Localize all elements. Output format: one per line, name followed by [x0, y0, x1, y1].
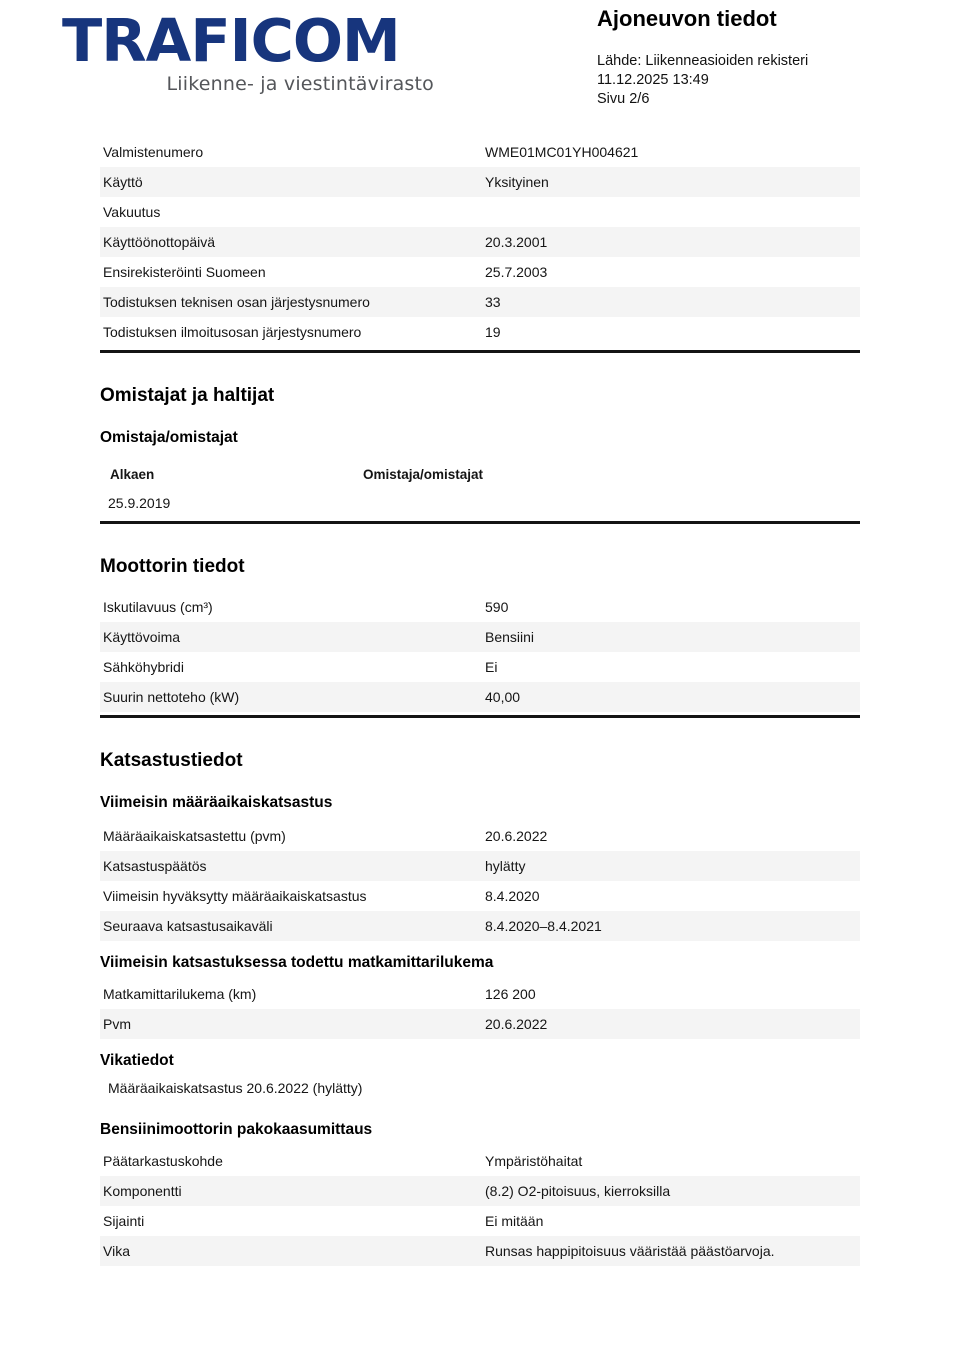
table-row	[100, 682, 860, 712]
row-value: Ei mitään	[485, 1213, 544, 1229]
section-divider	[100, 350, 860, 353]
row-value: 19	[485, 324, 501, 340]
table-row	[100, 227, 860, 257]
engine-table	[100, 592, 860, 712]
section-divider	[100, 715, 860, 718]
owners-table-header	[100, 460, 860, 488]
basic-info-table	[100, 137, 860, 347]
table-row	[100, 137, 860, 167]
row-label: Käyttövoima	[103, 629, 181, 645]
row-label: Käyttöönottopäivä	[103, 234, 216, 250]
table-row	[100, 821, 860, 851]
row-label: Vakuutus	[103, 204, 161, 220]
row-value: 126 200	[485, 986, 536, 1002]
row-label: Viimeisin hyväksytty määräaikaiskatsastus	[103, 888, 367, 904]
row-label: Todistuksen ilmoitusosan järjestysnumero	[103, 324, 362, 340]
row-label: Komponentti	[103, 1183, 182, 1199]
row-value: Ympäristöhaitat	[485, 1153, 583, 1169]
column-header-omistaja: Omistaja/omistajat	[363, 466, 484, 482]
emissions-table	[100, 1146, 860, 1266]
table-row	[100, 167, 860, 197]
row-value: (8.2) O2-pitoisuus, kierroksilla	[485, 1183, 671, 1199]
row-value: 33	[485, 294, 501, 310]
row-value: 40,00	[485, 689, 521, 705]
traficom-logo	[62, 6, 434, 95]
table-row	[100, 1009, 860, 1039]
row-label: Suurin nettoteho (kW)	[103, 689, 240, 705]
owner-start-date: 25.9.2019	[108, 495, 171, 511]
row-value: 20.6.2022	[485, 1016, 548, 1032]
odometer-table	[100, 979, 860, 1039]
row-label: Iskutilavuus (cm³)	[103, 599, 213, 615]
table-row	[100, 622, 860, 652]
table-row	[100, 317, 860, 347]
row-label: Päätarkastuskohde	[103, 1153, 223, 1169]
document-content	[100, 137, 860, 1266]
row-value: hylätty	[485, 858, 526, 874]
table-row	[100, 652, 860, 682]
table-row	[100, 1146, 860, 1176]
row-label: Ensirekisteröinti Suomeen	[103, 264, 266, 280]
row-value: Yksityinen	[485, 174, 549, 190]
table-row	[100, 1206, 860, 1236]
document-header-meta	[597, 6, 927, 109]
row-label: Katsastuspäätös	[103, 858, 207, 874]
row-label: Todistuksen teknisen osan järjestysnumero	[103, 294, 370, 310]
row-label: Määräaikaiskatsastettu (pvm)	[103, 828, 286, 844]
source-line: Lähde: Liikenneasioiden rekisteri	[597, 53, 809, 69]
row-value: 20.6.2022	[485, 828, 548, 844]
row-label: Pvm	[103, 1016, 131, 1032]
table-row	[100, 1176, 860, 1206]
row-value: 20.3.2001	[485, 234, 548, 250]
table-row	[100, 257, 860, 287]
latest-inspection-table	[100, 821, 860, 941]
owners-subheading: Omistaja/omistajat	[100, 429, 238, 446]
section-divider	[100, 521, 860, 524]
row-value: Bensiini	[485, 629, 535, 645]
owners-section-heading: Omistajat ja haltijat	[100, 385, 275, 406]
table-row	[100, 979, 860, 1009]
column-header-alkaen: Alkaen	[110, 466, 155, 482]
table-row	[100, 488, 860, 518]
row-label: Valmistenumero	[103, 144, 204, 160]
table-row	[100, 287, 860, 317]
row-label: Sijainti	[103, 1213, 145, 1229]
row-label: Käyttö	[103, 174, 143, 190]
row-label: Seuraava katsastusaikaväli	[103, 918, 273, 934]
page-title: Ajoneuvon tiedot	[597, 6, 777, 31]
table-row	[100, 911, 860, 941]
table-row	[100, 197, 860, 227]
table-row	[100, 1236, 860, 1266]
faults-subheading: Vikatiedot	[100, 1052, 174, 1069]
traficom-logo-wordmark: TRAFICOM	[62, 6, 400, 75]
table-row	[100, 851, 860, 881]
row-value: WME01MC01YH004621	[485, 144, 639, 160]
row-value: 8.4.2020–8.4.2021	[485, 918, 602, 934]
page-number-line: Sivu 2/6	[597, 91, 650, 107]
emissions-subheading: Bensiinimoottorin pakokaasumittaus	[100, 1121, 373, 1138]
row-label: Vika	[103, 1243, 130, 1259]
row-value: Runsas happipitoisuus vääristää päästöarvoja.	[485, 1243, 775, 1259]
fault-entry: Määräaikaiskatsastus 20.6.2022 (hylätty)	[108, 1080, 363, 1096]
latest-inspection-subheading: Viimeisin määräaikaiskatsastus	[100, 794, 333, 811]
row-value: 590	[485, 599, 509, 615]
odometer-subheading: Viimeisin katsastuksessa todettu matkamittarilukema	[100, 954, 494, 971]
row-value: Ei	[485, 659, 498, 675]
table-row	[100, 881, 860, 911]
traficom-logo-tagline: Liikenne- ja viestintävirasto	[166, 73, 434, 95]
row-value: 8.4.2020	[485, 888, 540, 904]
row-label: Matkamittarilukema (km)	[103, 986, 257, 1002]
datetime-line: 11.12.2025 13:49	[597, 72, 709, 88]
table-row	[100, 592, 860, 622]
engine-section-heading: Moottorin tiedot	[100, 556, 245, 577]
row-value: 25.7.2003	[485, 264, 548, 280]
row-label: Sähköhybridi	[103, 659, 184, 675]
inspection-section-heading: Katsastustiedot	[100, 750, 243, 771]
